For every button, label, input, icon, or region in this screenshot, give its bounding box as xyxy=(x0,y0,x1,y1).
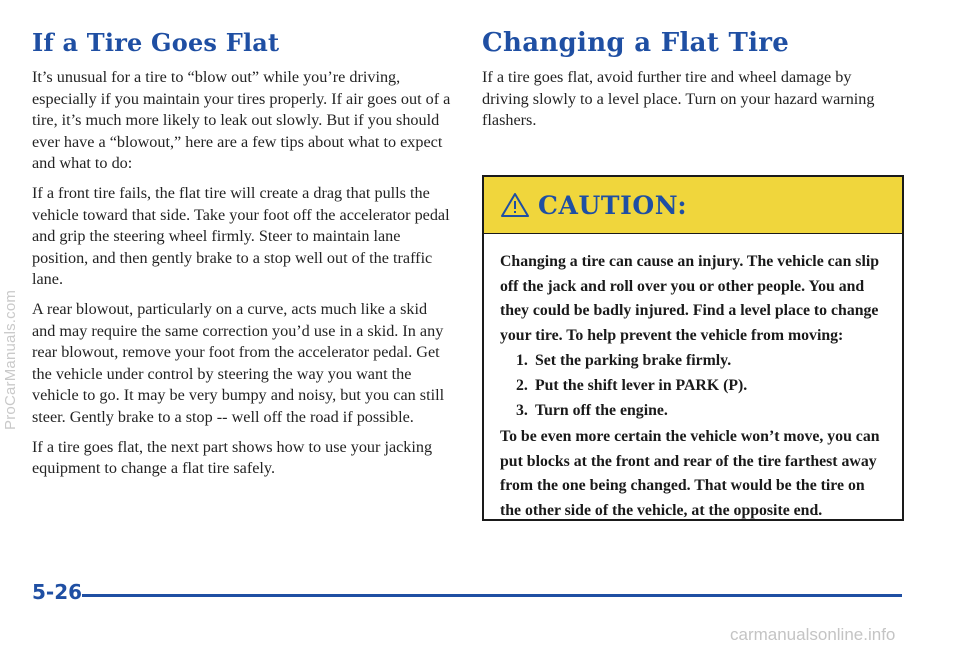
step-number: 3. xyxy=(516,401,528,419)
caution-body xyxy=(484,234,902,524)
page-number: 5-26 xyxy=(32,580,83,604)
step-text: Set the parking brake firmly. xyxy=(535,352,732,370)
caution-step xyxy=(500,374,886,399)
step-number: 1. xyxy=(516,352,528,370)
caution-header xyxy=(484,177,902,234)
watermark-bottom: carmanualsonline.info xyxy=(730,625,896,644)
caution-text: Changing a tire can cause an injury. The vehicle can slip off the jack and roll over you or other people. You and they could be badly injured. Find a level place to change your tire. To help prevent the vehicle from moving: xyxy=(500,253,880,344)
caution-steps xyxy=(500,349,886,423)
paragraph-next-part: If a tire goes flat, the next part shows how to use your jacking equipment to change a flat tire safely. xyxy=(32,437,433,478)
watermark-side: ProCarManuals.com xyxy=(2,289,19,430)
caution-additional-text: To be even more certain the vehicle won’t move, you can put blocks at the front and rear of the tire farthest away from the one being changed. That would be the tire on the other side of the vehicle, at the opposite end. xyxy=(500,428,880,519)
paragraph-front-tire: If a front tire fails, the flat tire will create a drag that pulls the vehicle toward that side. Take your foot off the accelerator pedal and grip the steering wheel firmly. Steer to maintain lane position, and then gently brake to a stop well out of the traffic lane. xyxy=(32,183,450,289)
left-column xyxy=(32,67,452,488)
step-text: Put the shift lever in PARK (P). xyxy=(535,376,748,394)
warning-triangle-icon xyxy=(500,192,530,218)
caution-step xyxy=(500,349,886,374)
footer-rule xyxy=(82,594,902,597)
section-heading-changing-tire: Changing a Flat Tire xyxy=(482,28,790,58)
caution-title: CAUTION: xyxy=(538,190,688,220)
section-heading-flat-tire: If a Tire Goes Flat xyxy=(32,28,280,57)
caution-box xyxy=(482,175,904,521)
caution-step xyxy=(500,399,886,424)
step-text: Turn off the engine. xyxy=(535,401,668,419)
paragraph-blowout-intro: It’s unusual for a tire to “blow out” while you’re driving, especially if you maintain your tires properly. If air goes out of a tire, it’s much more likely to leak out slowly. But if you should ever have a “blowout,” here are a few tips about what to expect and what to do: xyxy=(32,68,451,173)
right-column xyxy=(482,67,912,132)
step-number: 2. xyxy=(516,376,528,394)
paragraph-changing-intro: If a tire goes flat, avoid further tire and wheel damage by driving slowly to a level place. Turn on your hazard warning flashers. xyxy=(482,68,875,130)
paragraph-rear-blowout: A rear blowout, particularly on a curve, acts much like a skid and may require the same correction you’d use in a skid. In any rear blowout, remove your foot from the accelerator pedal. Get the vehicle under control by steering the way you want the vehicle to go. It may be very bumpy and noisy, but you can still steer. Gently brake to a stop -- well off the road if possible. xyxy=(32,299,445,426)
